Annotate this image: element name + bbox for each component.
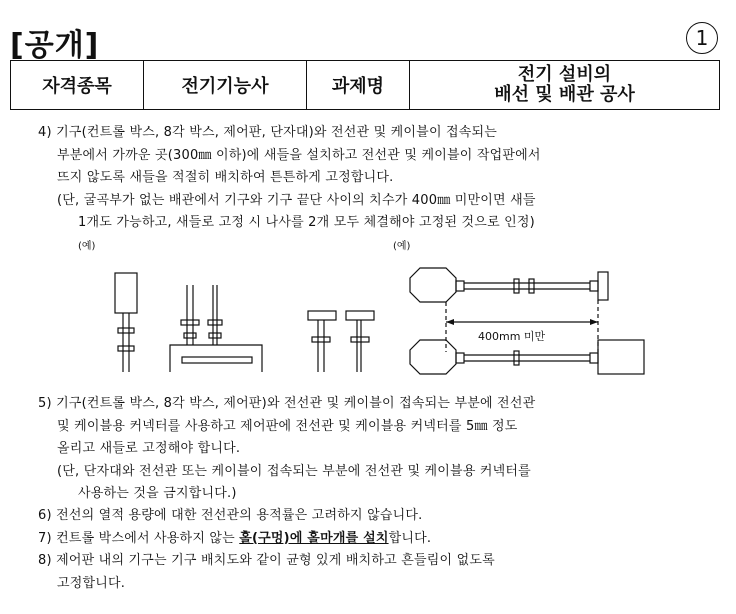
- connector-shape: [209, 333, 221, 338]
- control-panel-shape: [170, 345, 262, 372]
- item-4-note: (단, 굴곡부가 없는 배관에서 기구와 기구 끝단 사이의 치수가 400㎜ 미만이면 새들: [57, 192, 536, 208]
- saddle-shape: [181, 320, 199, 325]
- header-label-qualification: 자격종목: [11, 61, 144, 110]
- terminal-block-shape: [308, 311, 336, 320]
- saddle-shape: [312, 337, 330, 342]
- control-box-shape: [598, 340, 644, 374]
- item-4-line: 뜨지 않도록 새들을 적절히 배치하여 튼튼하게 고정합니다.: [57, 170, 394, 185]
- terminal-block-shape: [346, 311, 374, 320]
- item-7-suffix: 합니다.: [388, 530, 432, 546]
- dimension-label: 400mm 미만: [478, 330, 546, 343]
- item-5-note: 사용하는 것을 금지합니다.): [78, 486, 237, 501]
- item-7-emphasis: 홀(구멍)에 홀마개를 설치: [239, 530, 389, 546]
- item-6: 6) 전선의 열적 용량에 대한 전선관의 용적률은 고려하지 않습니다.: [38, 508, 423, 523]
- saddle-shape: [118, 346, 134, 351]
- item-8-line: 고정합니다.: [57, 575, 126, 591]
- item-5-line: 5) 기구(컨트롤 박스, 8각 박스, 제어판)와 전선관 및 케이블이 접속되는 부분에 전선관: [38, 396, 536, 411]
- item-5-note: (단, 단자대와 전선관 또는 케이블이 접속되는 부분에 전선관 및 케이블용 커넥터를: [57, 463, 531, 479]
- header-value-qualification: 전기기능사: [144, 61, 307, 110]
- connector-shape: [184, 333, 196, 338]
- item-7-prefix: 7) 컨트롤 박스에서 사용하지 않는: [38, 530, 240, 546]
- saddle-shape: [118, 328, 134, 333]
- control-box-shape: [115, 273, 137, 313]
- public-tag: [공개]: [10, 28, 100, 63]
- items-6-8: [38, 505, 495, 595]
- octagon-box-shape: [410, 268, 456, 302]
- octagon-box-shape: [410, 340, 456, 374]
- item-8-line: 8) 제어판 내의 기구는 기구 배치도와 같이 균형 있게 배치하고 흔들림이 없도록: [38, 553, 495, 568]
- item-4-line: 부분에서 가까운 곳(300㎜ 이하)에 새들을 설치하고 전선관 및 케이블이 작업판에서: [57, 147, 541, 163]
- header-label-task: 과제명: [307, 61, 410, 110]
- task-title-line1: 전기 설비의: [517, 64, 612, 85]
- example-label-left: (예): [78, 241, 96, 252]
- saddle-shape: [351, 337, 369, 342]
- saddle-shape: [529, 279, 534, 293]
- item-5: [38, 393, 535, 506]
- item-4-line: 4) 기구(컨트롤 박스, 8각 박스, 제어판, 단자대)와 전선관 및 케이블이 접속되는: [38, 125, 498, 140]
- item-4-note: 1개도 가능하고, 새들로 고정 시 나사를 2개 모두 체결해야 고정된 것으로 인정): [78, 215, 535, 230]
- item-5-line: 및 케이블용 커넥터를 사용하고 제어판에 전선관 및 케이블용 커넥터를 5㎜ 정도: [57, 418, 518, 434]
- saddle-shape: [514, 279, 519, 293]
- panel-slot-shape: [182, 357, 252, 363]
- page-number-badge: 1: [686, 22, 718, 54]
- task-title-line2: 배선 및 배관 공사: [494, 84, 635, 105]
- terminal-end-shape: [598, 272, 608, 300]
- saddle-shape: [514, 351, 519, 365]
- item-7: [38, 528, 495, 551]
- saddle-shape: [208, 320, 222, 325]
- example-label-right: (예): [393, 241, 411, 252]
- item-5-line: 올리고 새들로 고정해야 합니다.: [57, 441, 241, 456]
